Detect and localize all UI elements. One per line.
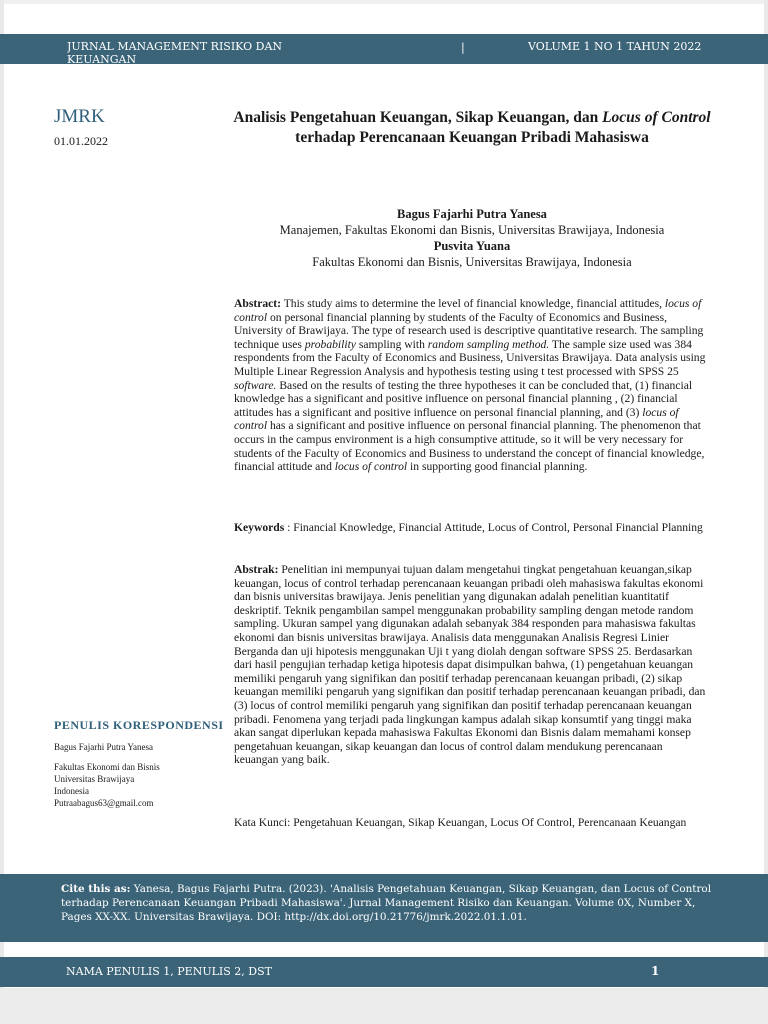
abstract-text: The sample size used was 384 respondents from the Faculty of Economics and Business, Universitas Brawijaya. Data analysis using Multiple Linear Regression Analysis and hypothesis testing using t test processed with SPSS 25 <box>234 337 706 378</box>
running-footer <box>0 957 768 987</box>
volume-info: VOLUME 1 NO 1 TAHUN 2022 <box>528 40 702 53</box>
journal-code: JMRK <box>54 106 105 127</box>
author-name-1: Bagus Fajarhi Putra Yanesa <box>397 207 547 221</box>
keywords-text: : Financial Knowledge, Financial Attitude, Locus of Control, Personal Financial Planning <box>284 521 703 534</box>
corresponding-affiliation: Fakultas Ekonomi dan Bisnis <box>54 762 160 772</box>
abstract-english <box>234 297 706 474</box>
publication-date: 01.01.2022 <box>54 134 108 148</box>
journal-name: JURNAL MANAGEMENT RISIKO DAN KEUANGAN <box>67 40 283 64</box>
author-affiliation-1: Manajemen, Fakultas Ekonomi dan Bisnis, Universitas Brawijaya, Indonesia <box>279 223 665 237</box>
abstract-italic: locus of control <box>234 297 702 324</box>
corresponding-affiliation: Indonesia <box>54 786 89 796</box>
abstrak-text: Penelitian ini mempunyai tujuan dalam mengetahui tingkat pengetahuan keuangan,sikap keuangan, locus of control terhadap perencanaan keuangan pribadi oleh mahasiswa fakultas ekonomi dan bisnis universitas brawijaya. Jenis penelitian yang digunakan adalah penelitian kuantitatif deskriptif. Teknik pengambilan sampel menggunakan probability sampling dengan metode random sampling. Ukuran sampel yang digunakan adalah sebanyak 384 responden para mahasiswa fakultas ekonomi dan bisnis universitas brawijaya. Analisis data menggunakan Analisis Regresi Linier Berganda dan uji hipotesis menggunakan Uji t yang diolah dengan software SPSS 25. Berdasarkan dari hasil pengujian terhadap ketiga hipotesis dapat disimpulkan bahwa, (1) pengetahuan keuangan memiliki pengaruh yang signifikan dan positif terhadap perencanaan keuangan pribadi, (2) sikap keuangan memiliki pengaruh yang signifikan dan positif terhadap perencanaan keuangan pribadi, dan (3) locus of control memiliki pengaruh yang signifikan dan positif terhadap perencanaan keuangan pribadi. Fenomena yang terjadi pada lingkungan kampus adalah sikap konsumtif yang tinggi maka akan sangat diperlukan kepada mahasiswa Fakultas Ekonomi dan Bisnis dalam memahami konsep pengetahuan keuangan, sikap keuangan dan locus of control dalam mendukung perencanaan keuangan yang baik. <box>234 563 706 767</box>
footer-authors: NAMA PENULIS 1, PENULIS 2, DST <box>66 965 272 978</box>
abstract-text: Based on the results of testing the three hypotheses it can be concluded that, (1) financial knowledge has a significant and positive influence on personal financial planning , (2) financial attitudes has a significant and positive influence on personal financial planning, and (3) <box>234 378 693 419</box>
abstract-italic: locus of control <box>234 405 679 433</box>
title-part-2: Locus of Control <box>602 109 711 126</box>
citation-label: Cite this as: <box>61 883 131 895</box>
page-number: 1 <box>651 964 660 978</box>
kata-kunci: Kata Kunci: Pengetahuan Keuangan, Sikap Keuangan, Locus Of Control, Perencanaan Keuangan <box>234 816 687 829</box>
corresponding-author <box>54 718 224 809</box>
abstract-label: Abstract: <box>234 297 282 310</box>
keywords <box>234 521 706 535</box>
corresponding-author-title: PENULIS KORESPONDENSI <box>54 718 224 732</box>
abstract-italic: software. <box>234 378 277 392</box>
abstract-indonesian <box>234 563 706 767</box>
abstract-text: This study aims to determine the level of financial knowledge, financial attitudes, <box>281 297 665 310</box>
article-title <box>232 108 712 148</box>
citation-text <box>61 882 721 924</box>
abstract-text: on personal financial planning by students of the Faculty of Economics and Business, University of Brawijaya. The type of research used is descriptive quantitative research. The sampling technique uses <box>234 310 704 351</box>
author-block <box>232 206 712 270</box>
abstract-italic: locus of control <box>334 460 408 474</box>
author-name-2: Pusvita Yuana <box>433 239 511 253</box>
page-frame-top <box>0 0 768 4</box>
title-part-1: Analisis Pengetahuan Keuangan, Sikap Keuangan, dan <box>233 109 603 126</box>
corresponding-affiliation: Universitas Brawijaya <box>54 774 135 784</box>
citation-box <box>0 874 768 942</box>
abstract-text: sampling with <box>355 337 428 351</box>
page-bottom-margin <box>0 988 768 1024</box>
page-frame-left <box>0 0 4 1024</box>
page-frame-right <box>764 0 768 1024</box>
abstract-italic: random sampling method. <box>427 337 550 351</box>
citation-body: Yanesa, Bagus Fajarhi Putra. (2023). 'Analisis Pengetahuan Keuangan, Sikap Keuangan, dan Locus of Control terhadap Perencanaan Keuangan Pribadi Mahasiswa'. Jurnal Management Risiko dan Keuangan. Volume 0X, Number X, Pages XX-XX. Universitas Brawijaya. DOI: http://dx.doi.org/10.21776/jmrk.2022.01.1.01. <box>61 883 712 923</box>
corresponding-email[interactable]: Putraabagus63@gmail.com <box>54 798 154 808</box>
abstract-text: has a significant and positive influence on personal financial planning. The phenomenon that occurs in the campus environment is a high consumptive attitude, so it will be very necessary for students of the Faculty of Economics and Business to understand the concept of financial knowledge, financial attitude and <box>234 419 705 474</box>
running-header <box>0 34 768 64</box>
header-separator: | <box>461 41 465 54</box>
abstract-italic: probability <box>304 337 356 351</box>
corresponding-author-name: Bagus Fajarhi Putra Yanesa <box>54 742 153 752</box>
keywords-label: Keywords <box>234 521 285 534</box>
abstrak-label: Abstrak: <box>234 563 279 576</box>
author-affiliation-2: Fakultas Ekonomi dan Bisnis, Universitas Brawijaya, Indonesia <box>312 255 632 269</box>
abstract-text: in supporting good financial planning. <box>407 460 588 474</box>
title-part-3: terhadap Perencanaan Keuangan Pribadi Mahasiswa <box>295 129 649 146</box>
